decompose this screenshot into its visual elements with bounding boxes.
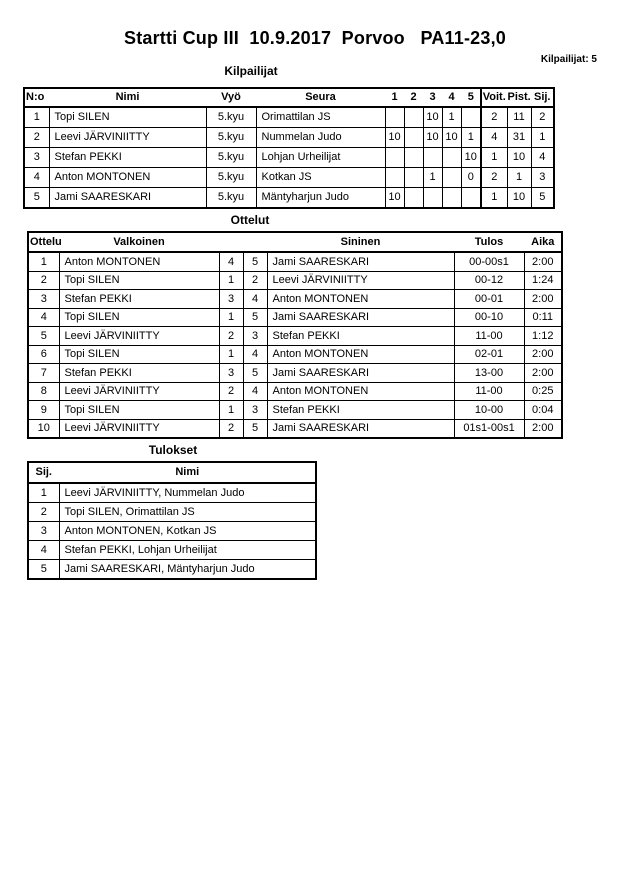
cell-vyo: 5.kyu	[206, 188, 256, 209]
cell-vyo: 5.kyu	[206, 107, 256, 128]
cell-match-no: 2	[28, 271, 59, 290]
cell-voit: 2	[481, 168, 507, 188]
cell-blue-no: 5	[243, 364, 267, 383]
cell-no: 3	[24, 148, 49, 168]
match-row	[28, 364, 562, 383]
cell-r5: 10	[461, 148, 481, 168]
match-row	[28, 345, 562, 364]
cell-seura: Lohjan Urheilijat	[256, 148, 385, 168]
cell-blue-name: Stefan PEKKI	[267, 401, 454, 420]
cell-no: 4	[24, 168, 49, 188]
tulokset-heading: Tulokset	[148, 443, 198, 457]
cell-match-no: 9	[28, 401, 59, 420]
cell-r5: 0	[461, 168, 481, 188]
cell-aika: 2:00	[524, 345, 562, 364]
cell-nimi: Topi SILEN	[49, 107, 206, 128]
result-row	[28, 541, 316, 560]
col-round-4: 4	[442, 88, 461, 107]
cell-tulos: 13-00	[454, 364, 524, 383]
col-sij: Sij.	[531, 88, 554, 107]
kilpailijat-heading: Kilpailijat	[224, 64, 278, 78]
col-round-5: 5	[461, 88, 481, 107]
cell-blue-name: Jami SAARESKARI	[267, 364, 454, 383]
cell-pist: 11	[507, 107, 531, 128]
cell-match-no: 3	[28, 290, 59, 309]
cell-blue-name: Anton MONTONEN	[267, 290, 454, 309]
cell-r3	[423, 148, 442, 168]
cell-r2	[404, 148, 423, 168]
cell-seura: Mäntyharjun Judo	[256, 188, 385, 209]
cell-aika: 0:04	[524, 401, 562, 420]
cell-white-name: Topi SILEN	[59, 401, 219, 420]
cell-blue-name: Jami SAARESKARI	[267, 308, 454, 327]
cell-blue-name: Anton MONTONEN	[267, 382, 454, 401]
result-row	[28, 483, 316, 503]
cell-nimi: Jami SAARESKARI, Mäntyharjun Judo	[59, 560, 316, 580]
cell-no: 1	[24, 107, 49, 128]
cell-voit: 2	[481, 107, 507, 128]
cell-nimi: Anton MONTONEN	[49, 168, 206, 188]
cell-sij: 5	[28, 560, 59, 580]
cell-pist: 1	[507, 168, 531, 188]
col-sininen: Sininen	[267, 232, 454, 252]
cell-white-no: 3	[219, 290, 243, 309]
cell-tulos: 11-00	[454, 382, 524, 401]
cell-r4: 10	[442, 128, 461, 148]
cell-nimi: Jami SAARESKARI	[49, 188, 206, 209]
col-round-2: 2	[404, 88, 423, 107]
ottelut-table	[27, 231, 563, 439]
competitor-row	[24, 128, 554, 148]
cell-white-name: Anton MONTONEN	[59, 252, 219, 271]
col-valkoinen: Valkoinen	[59, 232, 219, 252]
cell-blue-name: Jami SAARESKARI	[267, 252, 454, 271]
match-row	[28, 308, 562, 327]
cell-r5	[461, 188, 481, 209]
col-round-1: 1	[385, 88, 404, 107]
cell-tulos: 00-01	[454, 290, 524, 309]
cell-white-no: 2	[219, 382, 243, 401]
cell-voit: 1	[481, 188, 507, 209]
match-row	[28, 401, 562, 420]
cell-tulos: 01s1-00s1	[454, 419, 524, 438]
tulokset-header-row	[28, 462, 316, 483]
cell-white-no: 1	[219, 345, 243, 364]
ottelut-heading: Ottelut	[230, 213, 270, 227]
match-row	[28, 252, 562, 271]
result-row	[28, 522, 316, 541]
cell-r2	[404, 107, 423, 128]
cell-blue-no: 5	[243, 419, 267, 438]
cell-sij: 4	[28, 541, 59, 560]
kilpailijat-table	[23, 87, 555, 209]
cell-tulos: 00-10	[454, 308, 524, 327]
cell-white-name: Leevi JÄRVINIITTY	[59, 327, 219, 346]
match-row	[28, 327, 562, 346]
cell-match-no: 8	[28, 382, 59, 401]
cell-r3	[423, 188, 442, 209]
cell-r2	[404, 188, 423, 209]
cell-r1: 10	[385, 128, 404, 148]
col-white-no	[219, 232, 243, 252]
col-voit: Voit.	[481, 88, 507, 107]
cell-r3: 10	[423, 128, 442, 148]
cell-white-name: Stefan PEKKI	[59, 364, 219, 383]
col-nimi: Nimi	[59, 462, 316, 483]
cell-r1: 10	[385, 188, 404, 209]
cell-white-no: 2	[219, 327, 243, 346]
cell-match-no: 7	[28, 364, 59, 383]
cell-match-no: 4	[28, 308, 59, 327]
col-vyo: Vyö	[206, 88, 256, 107]
cell-seura: Orimattilan JS	[256, 107, 385, 128]
cell-sij: 2	[531, 107, 554, 128]
cell-no: 5	[24, 188, 49, 209]
cell-blue-no: 4	[243, 382, 267, 401]
competitor-row	[24, 107, 554, 128]
cell-white-no: 1	[219, 401, 243, 420]
cell-r3: 1	[423, 168, 442, 188]
cell-r1	[385, 148, 404, 168]
result-row	[28, 503, 316, 522]
cell-voit: 1	[481, 148, 507, 168]
cell-vyo: 5.kyu	[206, 148, 256, 168]
cell-sij: 1	[28, 483, 59, 503]
cell-pist: 31	[507, 128, 531, 148]
cell-sij: 2	[28, 503, 59, 522]
cell-tulos: 00-12	[454, 271, 524, 290]
cell-tulos: 10-00	[454, 401, 524, 420]
cell-seura: Kotkan JS	[256, 168, 385, 188]
col-round-3: 3	[423, 88, 442, 107]
cell-blue-no: 3	[243, 401, 267, 420]
col-ottelu: Ottelu	[28, 232, 59, 252]
cell-white-name: Stefan PEKKI	[59, 290, 219, 309]
cell-vyo: 5.kyu	[206, 168, 256, 188]
cell-r4: 1	[442, 107, 461, 128]
competitor-row	[24, 168, 554, 188]
col-tulos: Tulos	[454, 232, 524, 252]
cell-blue-no: 4	[243, 345, 267, 364]
cell-sij: 3	[28, 522, 59, 541]
competitors-count-label: Kilpailijat: 5	[540, 54, 597, 65]
cell-r5: 1	[461, 128, 481, 148]
cell-blue-no: 5	[243, 252, 267, 271]
cell-r4	[442, 148, 461, 168]
cell-blue-no: 5	[243, 308, 267, 327]
result-row	[28, 560, 316, 580]
cell-no: 2	[24, 128, 49, 148]
cell-blue-name: Anton MONTONEN	[267, 345, 454, 364]
cell-match-no: 10	[28, 419, 59, 438]
cell-sij: 5	[531, 188, 554, 209]
col-nimi: Nimi	[49, 88, 206, 107]
cell-blue-name: Leevi JÄRVINIITTY	[267, 271, 454, 290]
kilpailijat-header-row	[24, 88, 554, 107]
cell-pist: 10	[507, 188, 531, 209]
cell-aika: 2:00	[524, 364, 562, 383]
col-no: N:o	[24, 88, 49, 107]
match-row	[28, 271, 562, 290]
cell-blue-no: 3	[243, 327, 267, 346]
cell-white-name: Topi SILEN	[59, 271, 219, 290]
cell-r4	[442, 168, 461, 188]
cell-white-name: Leevi JÄRVINIITTY	[59, 419, 219, 438]
cell-blue-name: Jami SAARESKARI	[267, 419, 454, 438]
cell-r2	[404, 168, 423, 188]
col-aika: Aika	[524, 232, 562, 252]
cell-vyo: 5.kyu	[206, 128, 256, 148]
cell-r1	[385, 107, 404, 128]
cell-white-name: Leevi JÄRVINIITTY	[59, 382, 219, 401]
cell-white-no: 1	[219, 308, 243, 327]
match-row	[28, 290, 562, 309]
cell-sij: 4	[531, 148, 554, 168]
cell-tulos: 11-00	[454, 327, 524, 346]
col-blue-no	[243, 232, 267, 252]
cell-r5	[461, 107, 481, 128]
cell-nimi: Topi SILEN, Orimattilan JS	[59, 503, 316, 522]
cell-white-name: Topi SILEN	[59, 345, 219, 364]
cell-r4	[442, 188, 461, 209]
col-seura: Seura	[256, 88, 385, 107]
cell-pist: 10	[507, 148, 531, 168]
cell-r3: 10	[423, 107, 442, 128]
cell-nimi: Leevi JÄRVINIITTY	[49, 128, 206, 148]
cell-white-no: 1	[219, 271, 243, 290]
cell-match-no: 1	[28, 252, 59, 271]
cell-tulos: 00-00s1	[454, 252, 524, 271]
cell-sij: 3	[531, 168, 554, 188]
cell-match-no: 5	[28, 327, 59, 346]
cell-voit: 4	[481, 128, 507, 148]
cell-tulos: 02-01	[454, 345, 524, 364]
cell-r2	[404, 128, 423, 148]
cell-r1	[385, 168, 404, 188]
cell-aika: 2:00	[524, 290, 562, 309]
cell-white-no: 4	[219, 252, 243, 271]
cell-nimi: Anton MONTONEN, Kotkan JS	[59, 522, 316, 541]
cell-sij: 1	[531, 128, 554, 148]
col-sij: Sij.	[28, 462, 59, 483]
match-row	[28, 382, 562, 401]
cell-nimi: Stefan PEKKI, Lohjan Urheilijat	[59, 541, 316, 560]
col-pist: Pist.	[507, 88, 531, 107]
cell-white-no: 2	[219, 419, 243, 438]
cell-blue-no: 2	[243, 271, 267, 290]
page-title: Startti Cup III 10.9.2017 Porvoo PA11-23,0	[123, 28, 506, 48]
cell-blue-name: Stefan PEKKI	[267, 327, 454, 346]
cell-nimi: Stefan PEKKI	[49, 148, 206, 168]
cell-blue-no: 4	[243, 290, 267, 309]
cell-aika: 0:11	[524, 308, 562, 327]
cell-aika: 2:00	[524, 252, 562, 271]
match-row	[28, 419, 562, 438]
cell-aika: 1:24	[524, 271, 562, 290]
cell-aika: 0:25	[524, 382, 562, 401]
competitor-row	[24, 188, 554, 209]
cell-white-name: Topi SILEN	[59, 308, 219, 327]
competitor-row	[24, 148, 554, 168]
tulokset-table	[27, 461, 317, 580]
cell-aika: 2:00	[524, 419, 562, 438]
cell-nimi: Leevi JÄRVINIITTY, Nummelan Judo	[59, 483, 316, 503]
cell-seura: Nummelan Judo	[256, 128, 385, 148]
ottelut-header-row	[28, 232, 562, 252]
cell-white-no: 3	[219, 364, 243, 383]
cell-aika: 1:12	[524, 327, 562, 346]
cell-match-no: 6	[28, 345, 59, 364]
